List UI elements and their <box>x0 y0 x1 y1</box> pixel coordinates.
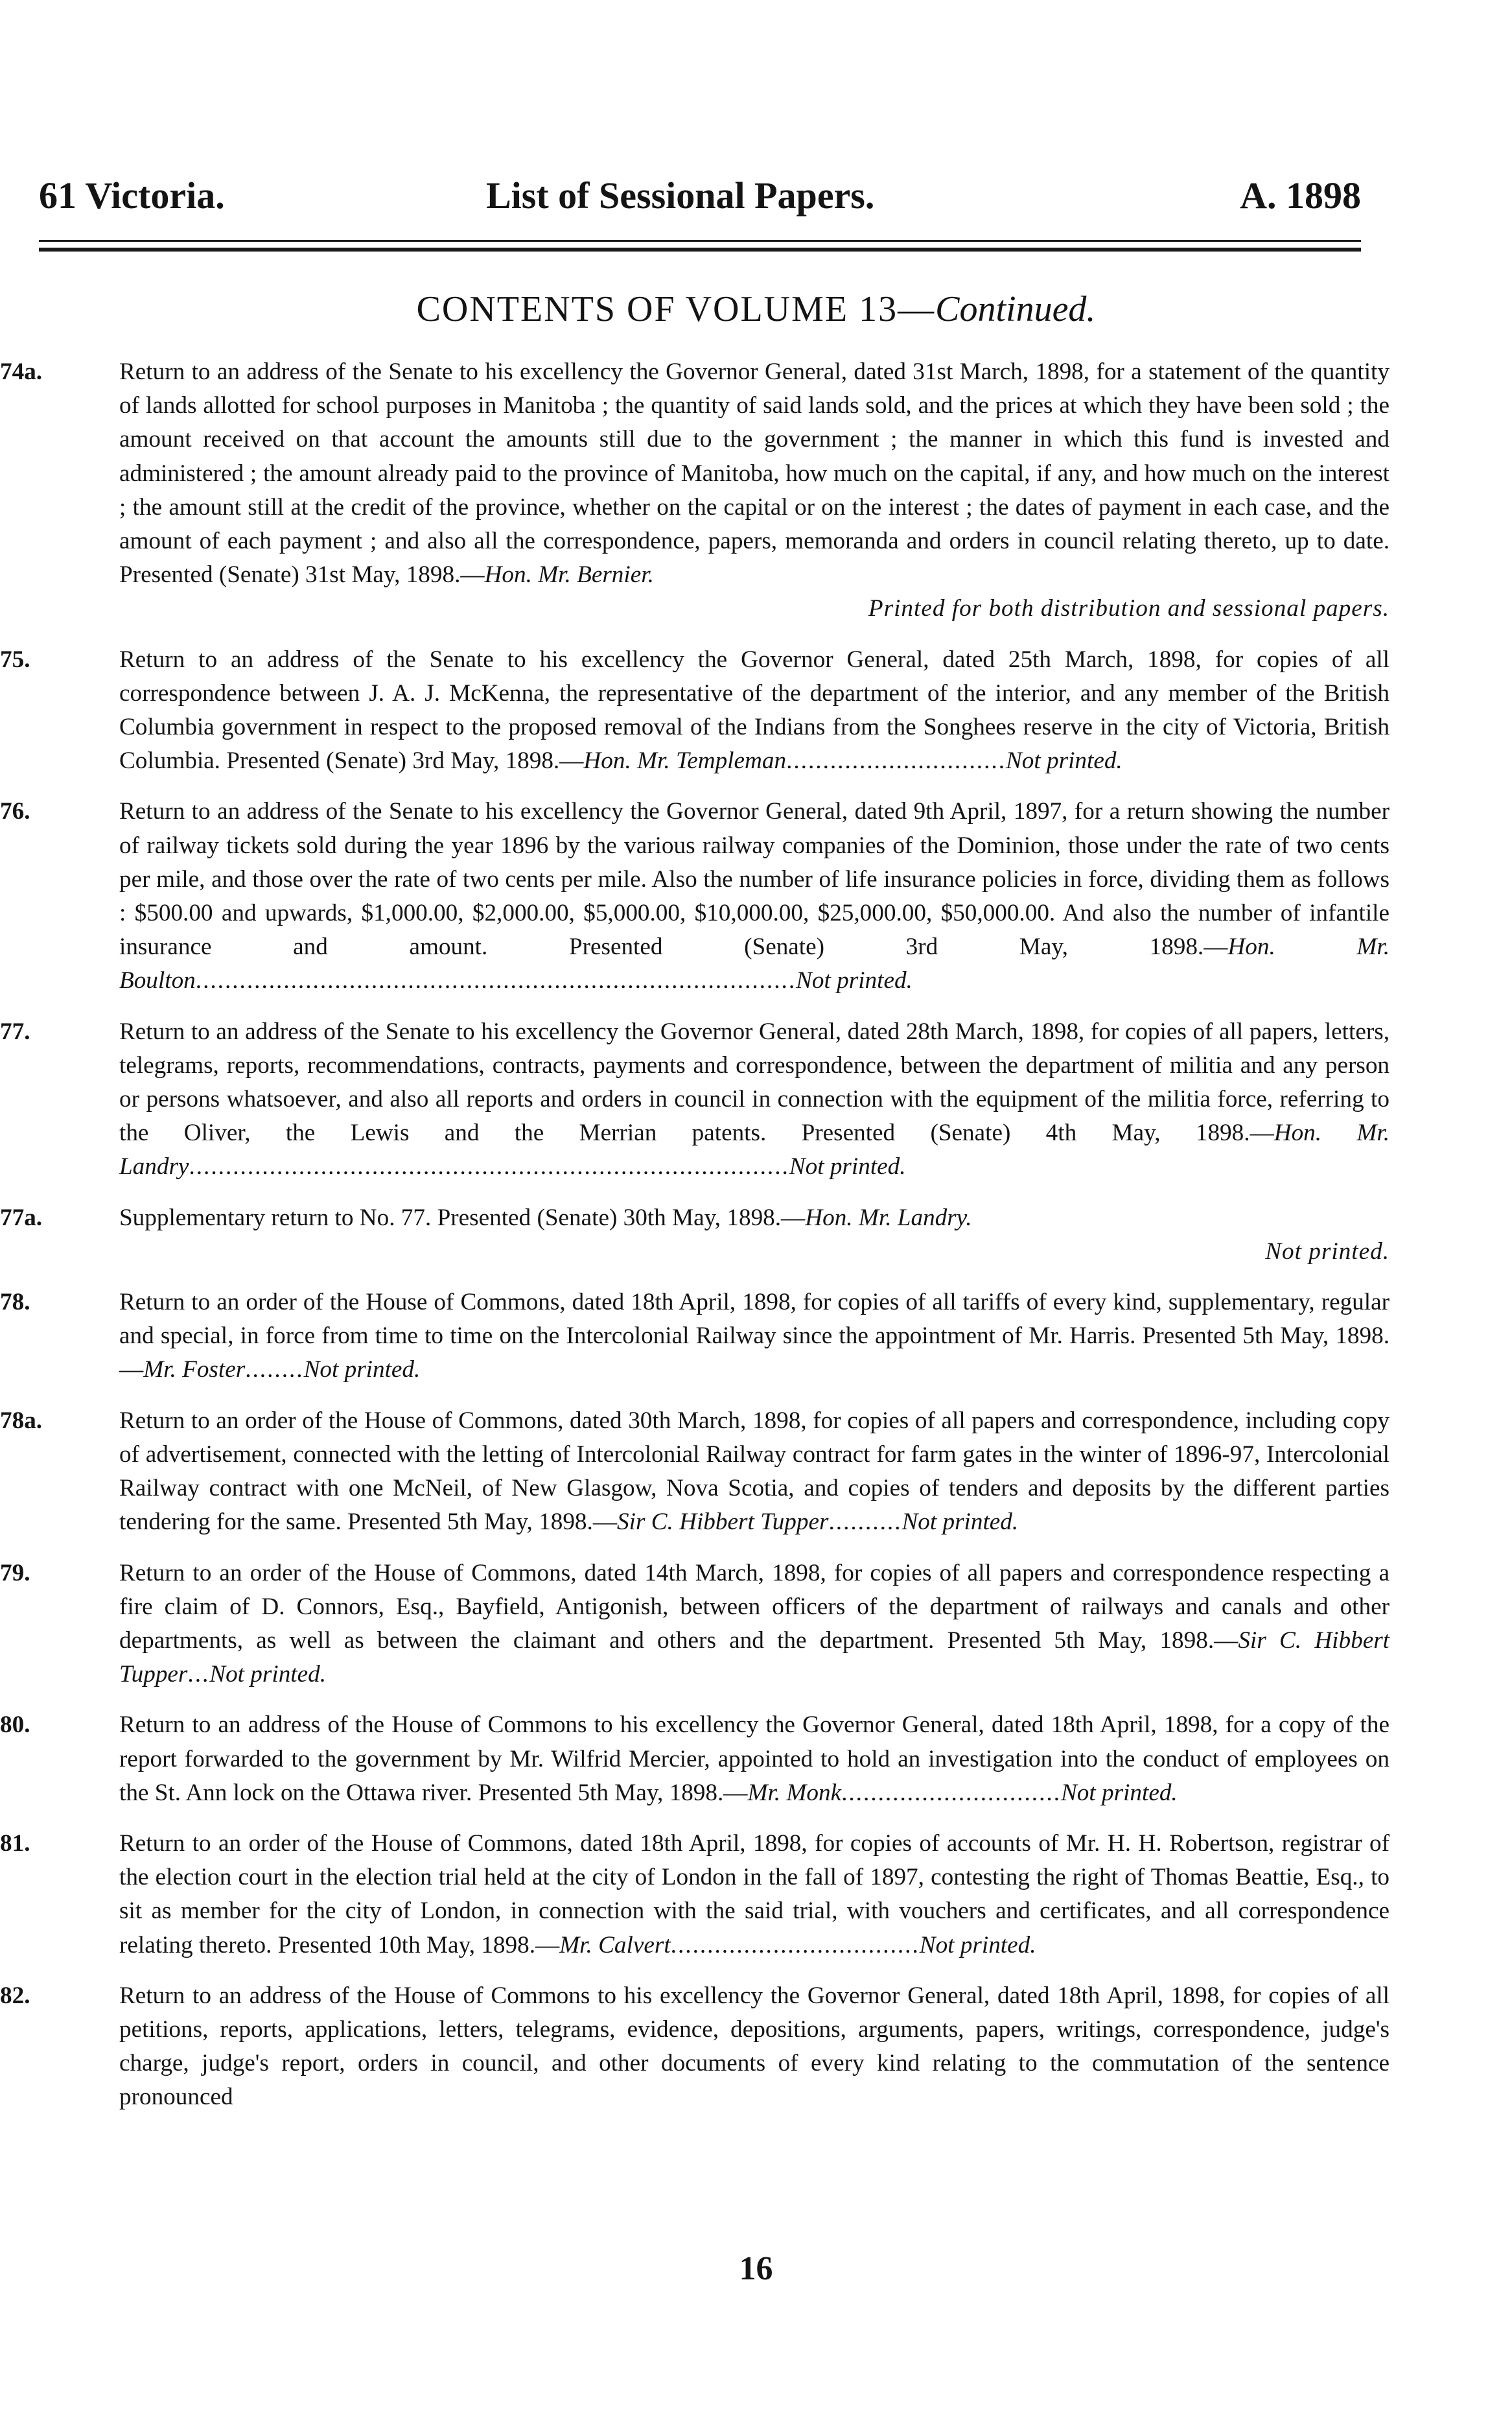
header-year: A. 1898 <box>1240 174 1361 217</box>
entry-number: 78a. <box>0 1407 43 1434</box>
entry-text: Return to an address of the Senate to his excellency the Governor General, dated 31st March, 1898, for a statement of the quantity of lands allotted for school purposes in Manitoba ; the quantity of said lands sold, and the prices at which they have been sold ; the amount received on that account the amounts still due to the government ; the manner in which this fund is invested and administered ; the amount already paid to the province of Manitoba, how much on the capital, if any, and how much on the interest ; the amount still at the credit of the province, whether on the capital or on the interest ; the dates of payment in each case, and the amount of each payment ; and also all the correspondence, papers, memoranda and orders in council relating thereto, up to date. Presented (Senate) 31st May, 1898.— <box>119 359 1390 589</box>
entry-leader-dots: .............................. <box>841 1779 1061 1806</box>
running-header <box>39 174 1361 219</box>
entry-leader-dots: .......... <box>828 1509 902 1536</box>
entry-number: 82. <box>0 1982 30 2009</box>
entry-number: 74a. <box>0 359 43 385</box>
entry-text: Return to an address of the Senate to his excellency the Governor General, dated 28th March, 1898, for copies of all papers, letters, telegrams, reports, recommendations, contracts, payments and correspondence, between the department of militia and any person or persons whatsoever, and also all reports and orders in council in connection with the equipment of the militia force, referring to the Oliver, the Lewis and the Merrian patents. Presented (Senate) 4th May, 1898.— <box>119 1018 1390 1147</box>
entry-leader-dots: .................................................................................. <box>195 967 797 994</box>
entry-leader-dots: .................................. <box>670 1931 920 1958</box>
entry-reference: Sir C. Hibbert Tupper <box>617 1509 829 1536</box>
entry-leader-dots: .............................. <box>786 747 1006 775</box>
entry-number: 77. <box>0 1018 30 1045</box>
entry-reference: Mr. Monk <box>747 1779 842 1806</box>
entry-number: 80. <box>0 1711 30 1739</box>
entry-status: Not printed. <box>901 1509 1019 1536</box>
entry-number: 79. <box>0 1559 30 1586</box>
header-session: 61 Victoria. <box>39 174 225 217</box>
entry-reference: Hon. Mr. Bernier. <box>484 561 654 589</box>
entry-text: Return to an address of the House of Commons to his excellency the Governor General, dated 18th April, 1898, for a copy of the report forwarded to the government by Mr. Wilfrid Mercier, appointed to hold an investigation into the conduct of employees on the St. Ann lock on the Ottawa river. Presented 5th May, 1898.— <box>119 1711 1390 1806</box>
entry-number: 81. <box>0 1829 30 1857</box>
list-item <box>0 643 1390 779</box>
entry-status: Not printed. <box>1060 1779 1178 1806</box>
entry-leader-dots: .................................................................................. <box>189 1153 789 1181</box>
entry-text: Return to an order of the House of Commons, dated 18th April, 1898, for copies of all tariffs of every kind, supplementary, regular and special, in force from time to time on the Intercolonial Railway since the appointment of Mr. Harris. Presented 5th May, 1898.— <box>119 1289 1390 1383</box>
header-title: List of Sessional Papers. <box>486 174 875 217</box>
list-item <box>0 795 1390 998</box>
entry-reference: Hon. Mr. Templeman <box>583 747 787 775</box>
entry-reference: Hon. Mr. Landry <box>119 1120 1390 1181</box>
contents-title <box>0 288 1512 330</box>
entry-reference: Hon. Mr. Boulton <box>119 934 1390 994</box>
list-item <box>0 1708 1390 1810</box>
list-item <box>0 1201 1390 1269</box>
entry-status: Not printed. <box>789 1153 906 1181</box>
entry-number: 78. <box>0 1289 30 1316</box>
entry-text: Supplementary return to No. 77. Presented (Senate) 30th May, 1898.— <box>119 1204 806 1231</box>
entry-status: Not printed. <box>1005 747 1122 775</box>
list-item <box>0 1557 1390 1692</box>
entry-printed-note: Printed for both distribution and sessional papers. <box>868 595 1390 622</box>
list-item <box>0 1015 1390 1184</box>
entry-status: Not printed. <box>209 1661 327 1688</box>
entry-text: Return to an address of the Senate to his excellency the Governor General, dated 9th April, 1897, for a return showing the number of railway tickets sold during the year 1896 by the various railway companies of the Dominion, those under the rate of two cents per mile, and those over the rate of two cents per mile. Also the number of life insurance policies in force, dividing them as follows : $500.00 and upwards, $1,000.00, $2,000.00, $5,000.00, $10,000.00, $25,000.00, $50,000.00. And also the number of infantile insurance and amount. Presented (Senate) 3rd May, 1898.— <box>119 798 1390 961</box>
entry-text: Return to an order of the House of Commons, dated 30th March, 1898, for copies of all papers and correspondence, including copy of advertisement, connected with the letting of Intercolonial Railway contract for farm gates in the winter of 1896-97, Intercolonial Railway contract with one McNeil, of New Glasgow, Nova Scotia, and copies of tenders and deposits by the different parties tendering for the same. Presented 5th May, 1898.— <box>119 1407 1390 1536</box>
list-item <box>0 1827 1390 1962</box>
entry-number: 77a. <box>0 1204 43 1231</box>
entry-status: Not printed. <box>796 967 913 994</box>
entry-reference: Sir C. Hibbert Tupper <box>119 1627 1390 1688</box>
entry-printed-note: Not printed. <box>1265 1238 1390 1265</box>
list-item <box>0 355 1390 626</box>
page-number: 16 <box>739 2250 773 2287</box>
contents-title-main: CONTENTS OF VOLUME 13— <box>416 289 936 329</box>
entry-status: Not printed. <box>303 1356 421 1383</box>
entry-text: Return to an address of the House of Commons to his excellency the Governor General, dated 18th April, 1898, for copies of all petitions, reports, applications, letters, telegrams, evidence, depositions, arguments, papers, writings, correspondence, judge's charge, judge's report, orders in council, and other documents of every kind relating to the commutation of the sentence pronounced <box>119 1982 1390 2111</box>
entry-text: Return to an address of the Senate to his excellency the Governor General, dated 25th March, 1898, for copies of all correspondence between J. A. J. McKenna, the representative of the department of the interior, and any member of the British Columbia government in respect to the proposed removal of the Indians from the Songhees reserve in the city of Victoria, British Columbia. Presented (Senate) 3rd May, 1898.— <box>119 646 1390 775</box>
entries-list <box>0 355 1512 2132</box>
list-item <box>0 1979 1390 2115</box>
entry-reference: Mr. Calvert <box>559 1931 671 1958</box>
entry-leader-dots: ... <box>187 1661 210 1688</box>
entry-number: 75. <box>0 646 30 673</box>
header-rule-thin <box>39 240 1361 242</box>
list-item <box>0 1286 1390 1387</box>
entry-text: Return to an order of the House of Commons, dated 18th April, 1898, for copies of accounts of Mr. H. H. Robertson, registrar of the election court in the election trial held at the city of London in the fall of 1897, contesting the right of Thomas Beattie, Esq., to sit as member for the city of London, in connection with the said trial, with vouchers and certificates, and all correspondence relating thereto. Presented 10th May, 1898.— <box>119 1829 1390 1958</box>
entry-status: Not printed. <box>919 1931 1036 1958</box>
entry-leader-dots: ........ <box>245 1356 304 1383</box>
entry-number: 76. <box>0 798 30 825</box>
entry-reference: Hon. Mr. Landry. <box>805 1204 972 1231</box>
entry-text: Return to an order of the House of Commons, dated 14th March, 1898, for copies of all papers and correspondence respecting a fire claim of D. Connors, Esq., Bayfield, Antigonish, between officers of the department of railways and canals and other departments, as well as between the claimant and others and the department. Presented 5th May, 1898.— <box>119 1559 1390 1654</box>
contents-title-continued: Continued. <box>935 289 1096 329</box>
header-rule-thick <box>39 248 1361 252</box>
list-item <box>0 1404 1390 1540</box>
entry-reference: Mr. Foster <box>143 1356 246 1383</box>
